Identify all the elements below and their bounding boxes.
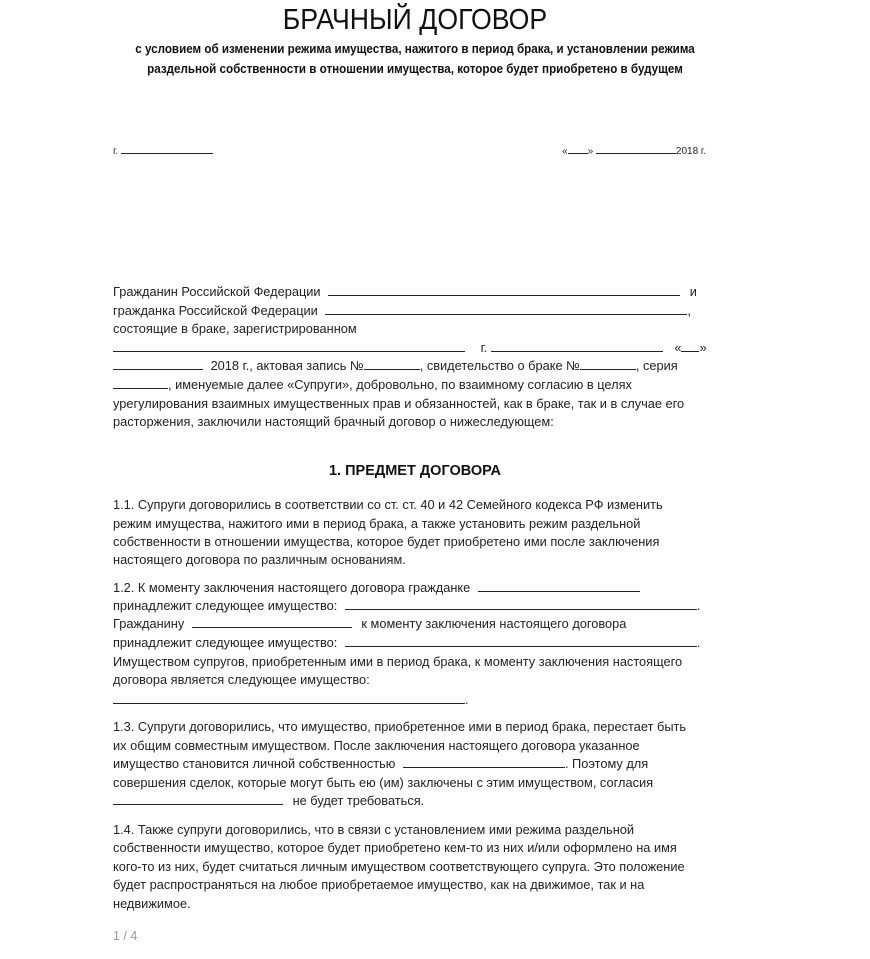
reg-month-blank bbox=[113, 358, 203, 370]
husband-name-blank bbox=[328, 284, 680, 296]
period: . bbox=[696, 635, 701, 650]
intro-line-2 bbox=[113, 303, 691, 318]
clause-1-1-line: режим имущества, нажитого ими в период брака, а также установить режим раздельной bbox=[113, 516, 641, 531]
clause-1-1-line: настоящего договора по различным основаниям. bbox=[113, 552, 406, 567]
clause-1-4-line: собственности имущество, которое будет приобретено кем-то из них и/или оформлено на имя bbox=[113, 840, 677, 855]
document-title: БРАЧНЫЙ ДОГОВОР bbox=[282, 4, 548, 36]
clause-text: . Поэтому для bbox=[564, 756, 649, 771]
day-blank bbox=[568, 142, 588, 154]
conjunction: и bbox=[689, 284, 697, 299]
joint-property-blank bbox=[113, 692, 465, 704]
clause-text: принадлежит следующее имущество: bbox=[113, 598, 338, 613]
city-blank bbox=[491, 340, 663, 352]
clause-1-2-line-4 bbox=[113, 635, 700, 650]
record-label: 2018 г., актовая запись № bbox=[210, 358, 364, 373]
series-blank bbox=[113, 377, 168, 389]
clause-text: 1.2. К моменту заключения настоящего договора гражданке bbox=[113, 580, 471, 595]
intro-line-6 bbox=[113, 377, 632, 392]
clause-1-1-line: 1.1. Супруги договорились в соответствии со ст. ст. 40 и 42 Семейного кодекса РФ изменить bbox=[113, 497, 663, 512]
quote-open: « bbox=[674, 340, 682, 355]
clause-1-3-line-3 bbox=[113, 756, 648, 771]
series-label: , серия bbox=[635, 358, 678, 373]
clause-1-4-line: кого-то из них, будет считаться личным имуществом соответствующего супруга. Это положение bbox=[113, 859, 685, 874]
clause-text: к моменту заключения настоящего договора bbox=[361, 616, 627, 631]
intro-line-5 bbox=[113, 358, 678, 373]
wife-blank bbox=[478, 580, 640, 592]
intro-line-1 bbox=[113, 284, 697, 299]
clause-1-2-line-3 bbox=[113, 616, 626, 631]
intro-line-4 bbox=[113, 340, 707, 355]
month-blank bbox=[596, 142, 676, 154]
clause-1-3-line-1: 1.3. Супруги договорились, что имущество, приобретенное ими в период брака, перестает быть bbox=[113, 719, 687, 734]
page-indicator: 1 / 4 bbox=[113, 929, 138, 943]
certificate-label: , свидетельство о браке № bbox=[419, 358, 580, 373]
clause-1-1-line: собственности в отношении имущества, которое будет приобретено ими после заключения bbox=[113, 534, 660, 549]
husband-property-blank bbox=[345, 635, 697, 647]
period: . bbox=[465, 692, 469, 707]
wife-property-blank bbox=[345, 598, 697, 610]
clause-1-2-line-5: Имуществом супругов, приобретенным ими в период брака, к моменту заключения настоящего bbox=[113, 654, 683, 669]
citizen-female-label: гражданка Российской Федерации bbox=[113, 303, 318, 318]
clause-text: принадлежит следующее имущество: bbox=[113, 635, 338, 650]
registry-office-blank bbox=[113, 340, 465, 352]
husband-blank bbox=[192, 616, 352, 628]
clause-1-2-line-2 bbox=[113, 598, 700, 613]
intro-line-7: урегулирования взаимных имущественных прав и обязанностей, как в браке, так и в случае его bbox=[113, 396, 685, 411]
quote-close: » bbox=[699, 340, 707, 355]
clause-text: имущество становится личной собственностью bbox=[113, 756, 396, 771]
section-1-heading: 1. ПРЕДМЕТ ДОГОВОРА bbox=[328, 463, 502, 479]
clause-text: Гражданину bbox=[113, 616, 185, 631]
document-subtitle-line-1: с условием об изменении режима имущества, нажитого в период брака, и установлении режима bbox=[135, 42, 695, 56]
period: . bbox=[696, 598, 701, 613]
quote-open: « bbox=[562, 146, 568, 157]
document-subtitle-line-2: раздельной собственности в отношении имущества, которое будет приобретено в будущем bbox=[147, 62, 683, 76]
citizen-label: Гражданин Российской Федерации bbox=[113, 284, 321, 299]
place-blank bbox=[121, 142, 213, 154]
clause-1-3-line-5 bbox=[113, 793, 424, 808]
clause-1-3-line-2: их общим совместным имуществом. После заключения настоящего договора указанное bbox=[113, 738, 640, 753]
clause-1-2-line-7 bbox=[113, 692, 469, 707]
clause-1-4-line: недвижимое. bbox=[113, 896, 191, 911]
consent-blank bbox=[113, 793, 283, 805]
city-prefix: г. bbox=[480, 340, 488, 355]
quote-close: » bbox=[587, 146, 594, 157]
clause-text: не будет требоваться. bbox=[292, 793, 425, 808]
clause-1-2-line-1 bbox=[113, 580, 640, 595]
owner-blank bbox=[403, 756, 565, 768]
place-field bbox=[113, 142, 213, 157]
place-prefix: г. bbox=[113, 146, 119, 157]
clause-1-2-line-6: договора является следующее имущество: bbox=[113, 672, 370, 687]
intro-line-3: состоящие в браке, зарегистрированном bbox=[113, 321, 357, 336]
clause-1-4-line: 1.4. Также супруги договорились, что в связи с установлением ими режима раздельной bbox=[113, 822, 635, 837]
certificate-number-blank bbox=[580, 358, 636, 370]
date-field bbox=[562, 142, 706, 157]
reg-day-blank bbox=[681, 340, 699, 352]
intro-line-8: расторжения, заключили настоящий брачный договор о нижеследующем: bbox=[113, 414, 554, 429]
date-year: 2018 г. bbox=[675, 146, 707, 157]
wife-name-blank bbox=[325, 303, 687, 315]
clause-1-4-line: будет распространяться на любое приобретаемое имущество, как на движимое, так и на bbox=[113, 877, 645, 892]
intro-text: , именуемые далее «Супруги», добровольно, по взаимному согласию в целях bbox=[168, 377, 632, 392]
comma: , bbox=[687, 303, 691, 318]
record-number-blank bbox=[364, 358, 420, 370]
clause-1-3-line-4: совершения сделок, которые могут быть ею (им) заключены с этим имуществом, согласия bbox=[113, 775, 654, 790]
